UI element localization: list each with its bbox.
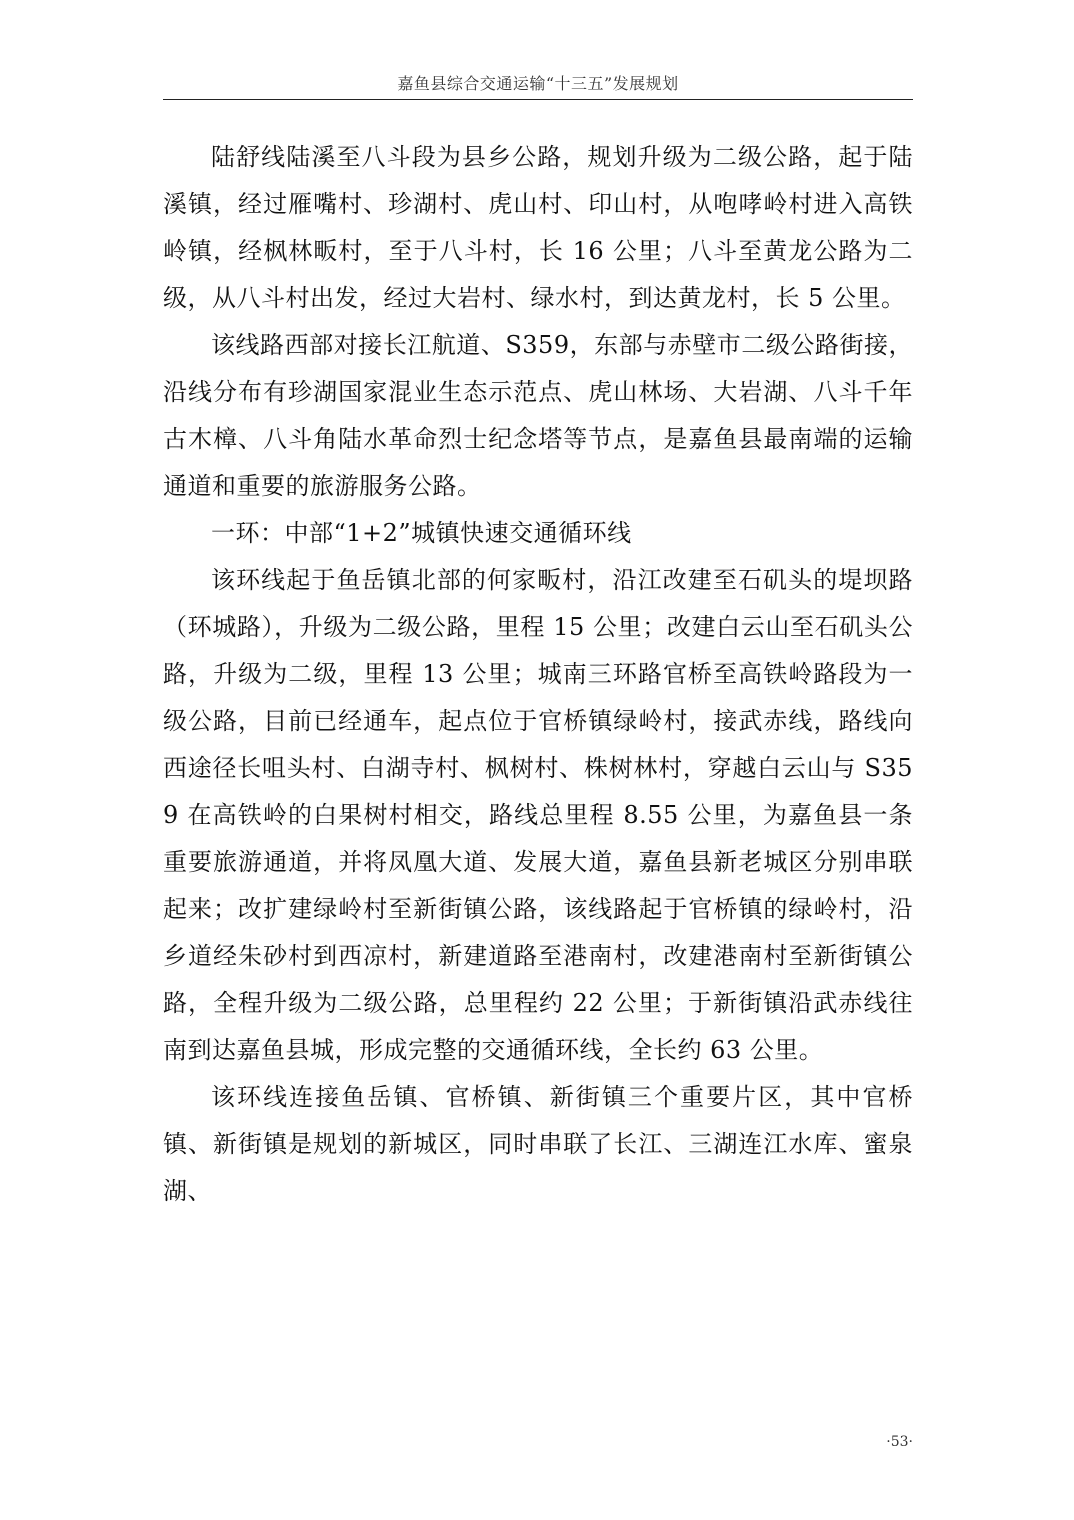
paragraph-route-connections: 该线路西部对接长江航道、S359，东部与赤壁市二级公路街接，沿线分布有珍湖国家混业生态示范点、虎山林场、大岩湖、八斗千年古木樟、八斗角陆水革命烈士纪念塔等节点，是嘉鱼县最南端的运输通道和重要的旅游服务公路。 (163, 331, 913, 500)
section-heading-central-loop: 一环：中部“1+2”城镇快速交通循环线 (211, 519, 632, 547)
paragraph-loop-description: 该环线起于鱼岳镇北部的何家畈村，沿江改建至石矶头的堤坝路（环城路），升级为二级公路，里程 15 公里；改建白云山至石矶头公路，升级为二级，里程 13 公里；城南三环路官桥至高铁岭路段为一级公路，目前已经通车，起点位于官桥镇绿岭村，接武赤线，路线向西途径长咀头村、白湖寺村、枫树村、株树林村，穿越白云山与 S359 在高铁岭的白果树村相交，路线总里程 8.55 公里，为嘉鱼县一条重要旅游通道，并将凤凰大道、发展大道，嘉鱼县新老城区分别串联起来；改扩建绿岭村至新街镇公路，该线路起于官桥镇的绿岭村，沿乡道经朱砂村到西凉村，新建道路至港南村，改建港南村至新街镇公路，全程升级为二级公路，总里程约 22 公里；于新街镇沿武赤线往南到达嘉鱼县城，形成完整的交通循环线，全长约 63 公里。 (163, 566, 913, 1064)
header-divider (163, 99, 913, 100)
page-header: 嘉鱼县综合交通运输“十三五”发展规划 (397, 74, 679, 93)
document-body (163, 134, 913, 1215)
paragraph-lushu-route: 陆舒线陆溪至八斗段为县乡公路，规划升级为二级公路，起于陆溪镇，经过雁嘴村、珍湖村、虎山村、印山村，从咆哮岭村进入高铁岭镇，经枫林畈村，至于八斗村，长 16 公里；八斗至黄龙公路为二级，从八斗村出发，经过大岩村、绿水村，到达黄龙村，长 5 公里。 (163, 143, 913, 312)
page-number: ·53· (886, 1434, 913, 1450)
paragraph-loop-connections: 该环线连接鱼岳镇、官桥镇、新街镇三个重要片区，其中官桥镇、新街镇是规划的新城区，同时串联了长江、三湖连江水库、蜜泉湖、 (163, 1083, 913, 1205)
